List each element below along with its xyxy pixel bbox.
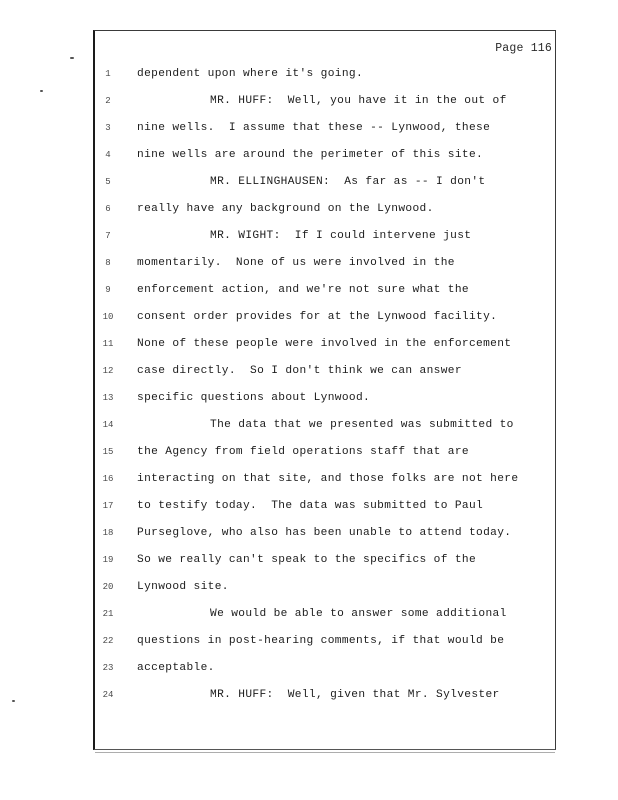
transcript-line: case directly. So I don't think we can answer (137, 365, 462, 377)
line-number: 13 (102, 393, 114, 403)
page-number: Page 116 (495, 42, 552, 55)
line-number: 23 (102, 663, 114, 673)
line-number: 2 (105, 96, 111, 106)
line-number: 10 (102, 312, 114, 322)
line-number: 17 (102, 501, 114, 511)
line-number: 22 (102, 636, 114, 646)
line-number: 8 (105, 258, 111, 268)
line-number: 11 (102, 339, 114, 349)
transcript-line: enforcement action, and we're not sure what the (137, 284, 469, 296)
transcript-line: The data that we presented was submitted to (210, 419, 514, 431)
transcript-line: MR. HUFF: Well, you have it in the out of (210, 95, 507, 107)
scan-speck (40, 90, 43, 92)
line-number: 15 (102, 447, 114, 457)
transcript-line: We would be able to answer some additional (210, 608, 507, 620)
transcript-line: consent order provides for at the Lynwood facility. (137, 311, 498, 323)
line-number: 20 (102, 582, 114, 592)
transcript-line: nine wells are around the perimeter of this site. (137, 149, 484, 161)
transcript-line: momentarily. None of us were involved in the (137, 257, 455, 269)
line-number: 21 (102, 609, 114, 619)
transcript-line: acceptable. (137, 662, 215, 674)
line-number: 5 (105, 177, 111, 187)
transcript-line: dependent upon where it's going. (137, 68, 364, 80)
line-number: 1 (105, 69, 111, 79)
transcript-line: questions in post-hearing comments, if that would be (137, 635, 505, 647)
line-number: 9 (105, 285, 111, 295)
line-number: 16 (102, 474, 114, 484)
line-number: 3 (105, 123, 111, 133)
line-number: 4 (105, 150, 111, 160)
transcript-line: MR. WIGHT: If I could intervene just (210, 230, 472, 242)
transcript-line: nine wells. I assume that these -- Lynwood, these (137, 122, 491, 134)
transcript-line: Purseglove, who also has been unable to attend today. (137, 527, 512, 539)
transcript-line: really have any background on the Lynwood. (137, 203, 434, 215)
transcript-line: to testify today. The data was submitted to Paul (137, 500, 484, 512)
line-number: 24 (102, 690, 114, 700)
transcript-line: MR. ELLINGHAUSEN: As far as -- I don't (210, 176, 486, 188)
line-number: 18 (102, 528, 114, 538)
scan-bottom-line (95, 752, 555, 753)
line-number: 12 (102, 366, 114, 376)
transcript-line: specific questions about Lynwood. (137, 392, 371, 404)
line-number: 14 (102, 420, 114, 430)
transcript-line: None of these people were involved in the enforcement (137, 338, 512, 350)
line-number: 7 (105, 231, 111, 241)
transcript-line: MR. HUFF: Well, given that Mr. Sylvester (210, 689, 500, 701)
line-number: 6 (105, 204, 111, 214)
line-number: 19 (102, 555, 114, 565)
scan-speck (70, 57, 74, 59)
transcript-line: the Agency from field operations staff that are (137, 446, 469, 458)
transcript-line: Lynwood site. (137, 581, 229, 593)
transcript-line: So we really can't speak to the specifics of the (137, 554, 477, 566)
transcript-line: interacting on that site, and those folks are not here (137, 473, 519, 485)
scan-speck (12, 700, 15, 702)
